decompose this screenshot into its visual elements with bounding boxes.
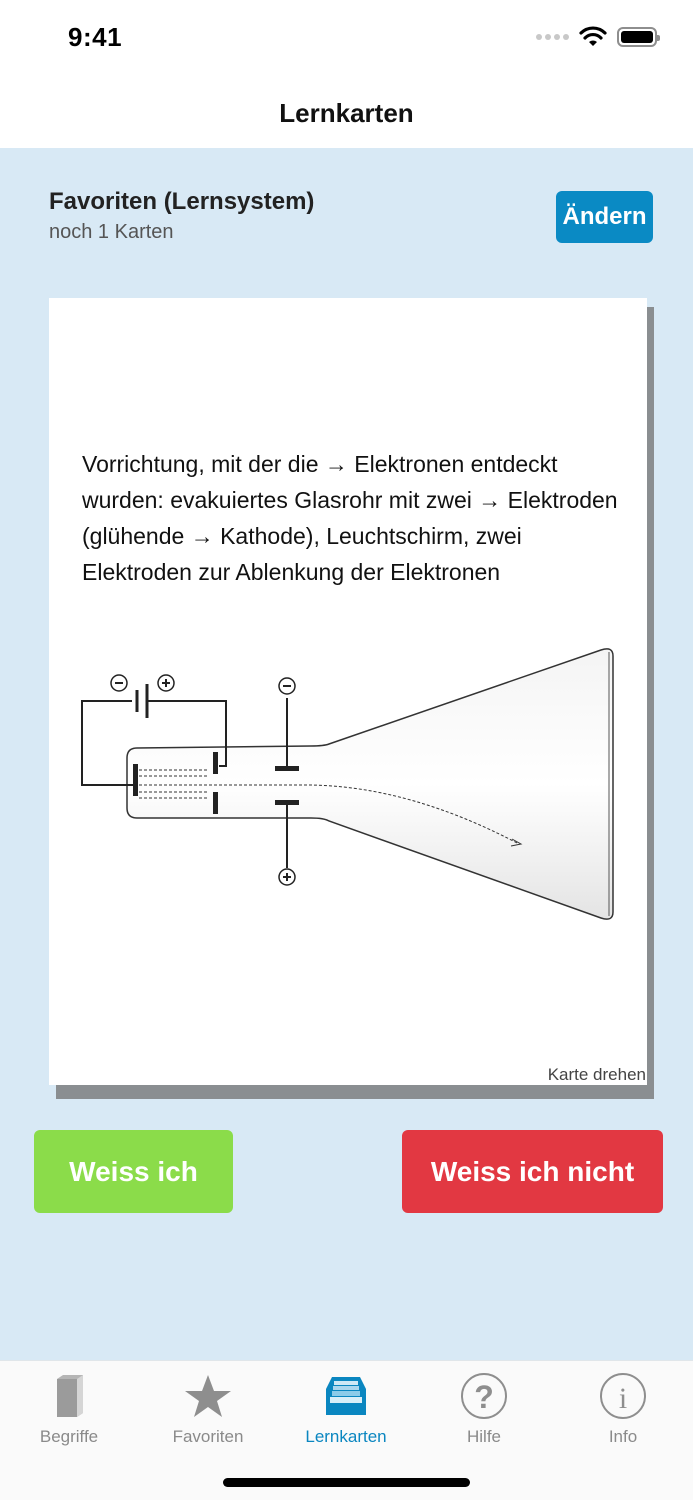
tab-lernkarten[interactable]	[286, 1371, 406, 1451]
tab-label: Info	[608, 1427, 638, 1446]
flashcard[interactable]	[49, 298, 647, 1085]
tab-label: Hilfe	[466, 1427, 501, 1446]
navigation-bar	[0, 78, 693, 148]
dont-know-button[interactable]: Weiss ich nicht	[402, 1130, 663, 1213]
tab-label: Favoriten	[172, 1427, 244, 1446]
deck-card-count: noch 1 Karten	[49, 221, 174, 243]
tab-info[interactable]	[563, 1371, 683, 1451]
home-indicator	[223, 1478, 470, 1487]
main-content	[0, 148, 693, 1360]
deck-title: Favoriten (Lernsystem)	[49, 188, 315, 215]
card-definition-text: Vorrichtung, mit der die → Elektronen entdeckt wurden: evakuiertes Glasrohr mit zwei → Elektroden (glühende → Kathode), Leuchtschirm, zwei Elektroden zur Ablenkung der Elektronen	[82, 451, 618, 585]
status-indicators	[536, 26, 657, 48]
card-box-icon	[320, 1371, 372, 1421]
page-title: Lernkarten	[279, 97, 414, 128]
signal-icon	[536, 34, 569, 40]
book-icon	[43, 1371, 95, 1421]
tab-favoriten[interactable]	[148, 1371, 268, 1451]
info-icon	[597, 1371, 649, 1421]
help-icon	[458, 1371, 510, 1421]
tab-label: Begriffe	[39, 1427, 99, 1446]
change-deck-button[interactable]: Ändern	[556, 191, 653, 243]
cathode-ray-tube-diagram	[79, 646, 619, 936]
svg-text:?: ?	[474, 1379, 494, 1415]
svg-text:i: i	[618, 1382, 628, 1415]
status-bar	[0, 0, 693, 78]
star-icon	[182, 1371, 234, 1421]
tab-label: Lernkarten	[305, 1427, 387, 1446]
tab-begriffe[interactable]	[9, 1371, 129, 1451]
tab-hilfe[interactable]	[424, 1371, 544, 1451]
status-time: 9:41	[68, 22, 123, 52]
flip-card-link[interactable]: Karte drehen	[547, 1065, 646, 1084]
know-button[interactable]: Weiss ich	[34, 1130, 233, 1213]
wifi-icon	[579, 26, 607, 48]
battery-icon	[617, 27, 657, 47]
